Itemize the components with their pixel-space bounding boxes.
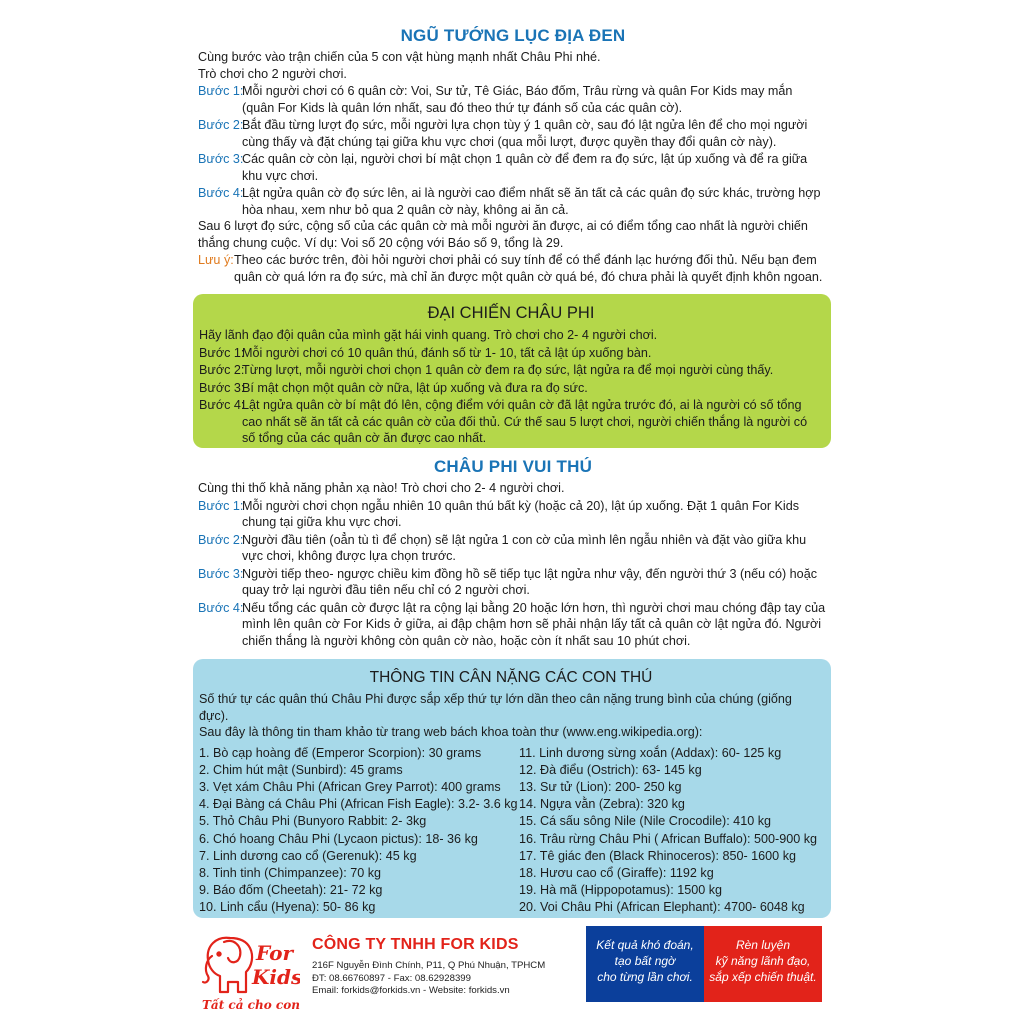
company-phone: ĐT: 08.66760897 - Fax: 08.62928399 bbox=[312, 972, 471, 984]
slogan-line: Kết quả khó đoán, bbox=[596, 938, 694, 952]
slogan-box-red bbox=[704, 926, 822, 1002]
list-item: 8. Tinh tinh (Chimpanzee): 70 kg bbox=[199, 865, 382, 880]
section-title: ĐẠI CHIẾN CHÂU PHI bbox=[427, 304, 595, 322]
list-item: 17. Tê giác đen (Black Rhinoceros): 850- 1600 kg bbox=[519, 848, 796, 863]
section-title: NGŨ TƯỚNG LỤC ĐỊA ĐEN bbox=[400, 26, 626, 45]
step-text: Mỗi người chơi chọn ngẫu nhiên 10 quân thú bất kỳ (hoặc cả 20), lật úp xuống. Đặt 1 quân For Kids chung tại giữa khu vực chơi. bbox=[242, 498, 800, 529]
note-text: Theo các bước trên, đòi hỏi người chơi phải có suy tính để có thể đánh lạc hướng đối thủ. Nếu bạn đem quân cờ quá lớn ra đọ sức, mà chỉ ăn được một quân cờ quá bé, đó chưa phải là quyết định khôn ngoan. bbox=[234, 253, 823, 284]
step-label: Bước 1: bbox=[198, 498, 244, 513]
step-label: Bước 2: bbox=[198, 118, 244, 132]
step-label: Bước 2: bbox=[199, 363, 245, 377]
section-dai-chien bbox=[193, 294, 831, 448]
step-item bbox=[198, 151, 828, 184]
step-item bbox=[198, 185, 828, 218]
logo-text-top: For bbox=[256, 941, 293, 965]
intro-text: Hãy lãnh đạo đội quân của mình gặt hái vinh quang. Trò chơi cho 2- 4 người chơi. bbox=[199, 328, 658, 342]
step-label: Bước 1: bbox=[199, 345, 245, 360]
intro-text: Trò chơi cho 2 người chơi. bbox=[198, 66, 347, 81]
list-item: 20. Voi Châu Phi (African Elephant): 4700- 6048 kg bbox=[519, 900, 805, 915]
step-item bbox=[199, 380, 823, 397]
step-item bbox=[199, 362, 823, 379]
section-title: CHÂU PHI VUI THÚ bbox=[433, 457, 593, 476]
weights-column-right bbox=[519, 745, 819, 917]
note-label: Lưu ý: bbox=[198, 253, 234, 267]
step-label: Bước 4: bbox=[199, 398, 245, 412]
section-title: THÔNG TIN CÂN NẶNG CÁC CON THÚ bbox=[369, 669, 653, 686]
section-ngu-tuong bbox=[198, 26, 828, 285]
slogan-line: cho từng lần chơi. bbox=[597, 970, 693, 984]
logo-text-bottom: Kids bbox=[252, 965, 300, 989]
intro-text: Số thứ tự các quân thú Châu Phi được sắp xếp thứ tự lớn dần theo cân nặng trung bình của chúng (giống đực). bbox=[199, 692, 792, 723]
list-item: 16. Trâu rừng Châu Phi ( African Buffalo): 500-900 kg bbox=[519, 831, 818, 846]
list-item: 18. Hươu cao cổ (Giraffe): 1192 kg bbox=[519, 865, 714, 880]
step-item bbox=[199, 345, 823, 362]
step-text: Bắt đầu từng lượt đọ sức, mỗi người lựa chọn tùy ý 1 quân cờ, sau đó lật ngửa lên để cho mọi người cùng thấy và đặt chúng tại giữa khu vực chơi (qua mỗi lượt, được quyền thay đổi quân cờ này). bbox=[242, 118, 808, 149]
logo-tagline: Tất cả cho con bbox=[202, 998, 300, 1012]
step-text: Lật ngửa quân cờ bí mật đó lên, cộng điểm với quân cờ đã lật ngửa trước đó, ai là người có số tổng cao nhất sẽ ăn tất cả các quân cờ của đối thủ. Cứ thế sau 5 lượt chơi, người chiến thắng là người có số tổng của các quân cờ ăn được cao nhất. bbox=[242, 398, 808, 445]
list-item: 9. Báo đốm (Cheetah): 21- 72 kg bbox=[199, 883, 383, 898]
step-label: Bước 3: bbox=[199, 380, 245, 395]
list-item: 14. Ngựa vằn (Zebra): 320 kg bbox=[519, 797, 685, 812]
step-label: Bước 1: bbox=[198, 84, 244, 98]
list-item: 7. Linh dương cao cổ (Gerenuk): 45 kg bbox=[199, 848, 417, 863]
intro-text: Cùng bước vào trận chiến của 5 con vật hùng mạnh nhất Châu Phi nhé. bbox=[198, 50, 601, 64]
list-item: 10. Linh cẩu (Hyena): 50- 86 kg bbox=[199, 900, 376, 915]
list-item: 15. Cá sấu sông Nile (Nile Crocodile): 410 kg bbox=[519, 814, 771, 829]
step-item bbox=[198, 498, 828, 531]
step-item bbox=[199, 397, 823, 447]
step-item bbox=[198, 83, 828, 116]
elephant-logo-icon bbox=[200, 926, 300, 1002]
summary-text: Sau 6 lượt đọ sức, cộng số của các quân cờ mà mỗi người ăn được, ai có điểm tổng cao nhất là người chiến thắng chung cuộc. Ví dụ: Voi số 20 cộng với Báo số 9, tổng là 29. bbox=[198, 219, 808, 250]
step-item bbox=[198, 600, 828, 650]
step-text: Mỗi người chơi có 10 quân thú, đánh số từ 1- 10, tất cả lật úp xuống bàn. bbox=[242, 345, 652, 360]
step-text: Lật ngửa quân cờ đọ sức lên, ai là người cao điểm nhất sẽ ăn tất cả các quân đọ sức khác, trường hợp hòa nhau, xem như bỏ qua 2 quân cờ này, không ai ăn cả. bbox=[242, 186, 821, 217]
step-text: Người đầu tiên (oẳn tù tì để chọn) sẽ lật ngửa 1 con cờ của mình lên ngẫu nhiên và đặt vào giữa khu vực chơi, không được lựa chọn trước. bbox=[242, 532, 807, 563]
slogan-line: kỹ năng lãnh đạo, bbox=[715, 954, 811, 968]
step-text: Bí mật chọn một quân cờ nữa, lật úp xuống và đưa ra đọ sức. bbox=[242, 380, 588, 395]
company-name: CÔNG TY TNHH FOR KIDS bbox=[312, 936, 519, 953]
list-item: 12. Đà điểu (Ostrich): 63- 145 kg bbox=[519, 762, 702, 777]
slogan-line: sắp xếp chiến thuật. bbox=[709, 970, 817, 984]
list-item: 4. Đại Bàng cá Châu Phi (African Fish Eagle): 3.2- 3.6 kg bbox=[199, 797, 518, 812]
list-item: 3. Vẹt xám Châu Phi (African Grey Parrot): 400 grams bbox=[199, 779, 501, 794]
step-label: Bước 4: bbox=[198, 186, 244, 200]
list-item: 5. Thỏ Châu Phi (Bunyoro Rabbit: 2- 3kg bbox=[199, 814, 427, 829]
step-text: Từng lượt, mỗi người chơi chọn 1 quân cờ đem ra đọ sức, lật ngửa ra để mọi người cùng thấy. bbox=[242, 363, 774, 377]
company-email: Email: forkids@forkids.vn - Website: forkids.vn bbox=[312, 985, 510, 997]
step-text: Mỗi người chơi có 6 quân cờ: Voi, Sư tử, Tê Giác, Báo đốm, Trâu rừng và quân For Kids may mắn (quân For Kids là quân lớn nhất, sau đó theo thứ tự đánh số của các quân cờ). bbox=[242, 84, 793, 115]
step-label: Bước 3: bbox=[198, 566, 244, 581]
slogan-line: Rèn luyện bbox=[735, 938, 791, 952]
section-can-nang bbox=[193, 659, 831, 918]
footer bbox=[200, 926, 826, 1016]
list-item: 1. Bò cạp hoàng đế (Emperor Scorpion): 30 grams bbox=[199, 745, 482, 760]
list-item: 6. Chó hoang Châu Phi (Lycaon pictus): 18- 36 kg bbox=[199, 831, 478, 846]
section-chau-phi-vui-thu bbox=[198, 457, 828, 649]
intro-text: Sau đây là thông tin tham khảo từ trang web bách khoa toàn thư (www.eng.wikipedia.org): bbox=[199, 725, 703, 739]
slogan-line: tạo bất ngờ bbox=[614, 954, 676, 968]
company-info bbox=[312, 936, 572, 998]
step-text: Nếu tổng các quân cờ được lật ra cộng lại bằng 20 hoặc lớn hơn, thì người chơi mau chóng đập tay của mình lên quân cờ For Kids ở giữa, ai đập chậm hơn sẽ phải nhận lấy tất cả quân cờ lật ngửa đó. Người chiến thắng là người không còn quân cờ nào, hoặc còn ít nhất sau 10 phút chơi. bbox=[242, 600, 826, 648]
for-kids-logo bbox=[200, 926, 300, 1012]
step-text: Người tiếp theo- ngược chiều kim đồng hồ sẽ tiếp tục lật ngửa như vậy, đến người thứ 3 (nếu có) hoặc quay trở lại người đầu tiên nếu chỉ có 2 người chơi. bbox=[242, 566, 817, 597]
company-address: 216F Nguyễn Đình Chính, P11, Q Phú Nhuận, TPHCM bbox=[312, 960, 546, 971]
weights-list bbox=[199, 745, 823, 917]
step-item bbox=[198, 117, 828, 150]
step-text: Các quân cờ còn lại, người chơi bí mật chọn 1 quân cờ để đem ra đọ sức, lật úp xuống và để ra giữa khu vực chơi. bbox=[242, 152, 808, 183]
list-item: 19. Hà mã (Hippopotamus): 1500 kg bbox=[519, 883, 723, 898]
step-label: Bước 2: bbox=[198, 532, 244, 547]
step-item bbox=[198, 566, 828, 599]
intro-text: Cùng thi thố khả năng phản xạ nào! Trò chơi cho 2- 4 người chơi. bbox=[198, 481, 565, 495]
weights-column-left bbox=[199, 745, 519, 917]
list-item: 13. Sư tử (Lion): 200- 250 kg bbox=[519, 779, 682, 794]
step-label: Bước 4: bbox=[198, 600, 244, 615]
step-label: Bước 3: bbox=[198, 152, 244, 166]
note-item bbox=[198, 252, 828, 285]
list-item: 11. Linh dương sừng xoắn (Addax): 60- 125 kg bbox=[519, 745, 782, 760]
slogan-box-blue bbox=[586, 926, 704, 1002]
list-item: 2. Chim hút mật (Sunbird): 45 grams bbox=[199, 762, 403, 777]
step-item bbox=[198, 532, 828, 565]
